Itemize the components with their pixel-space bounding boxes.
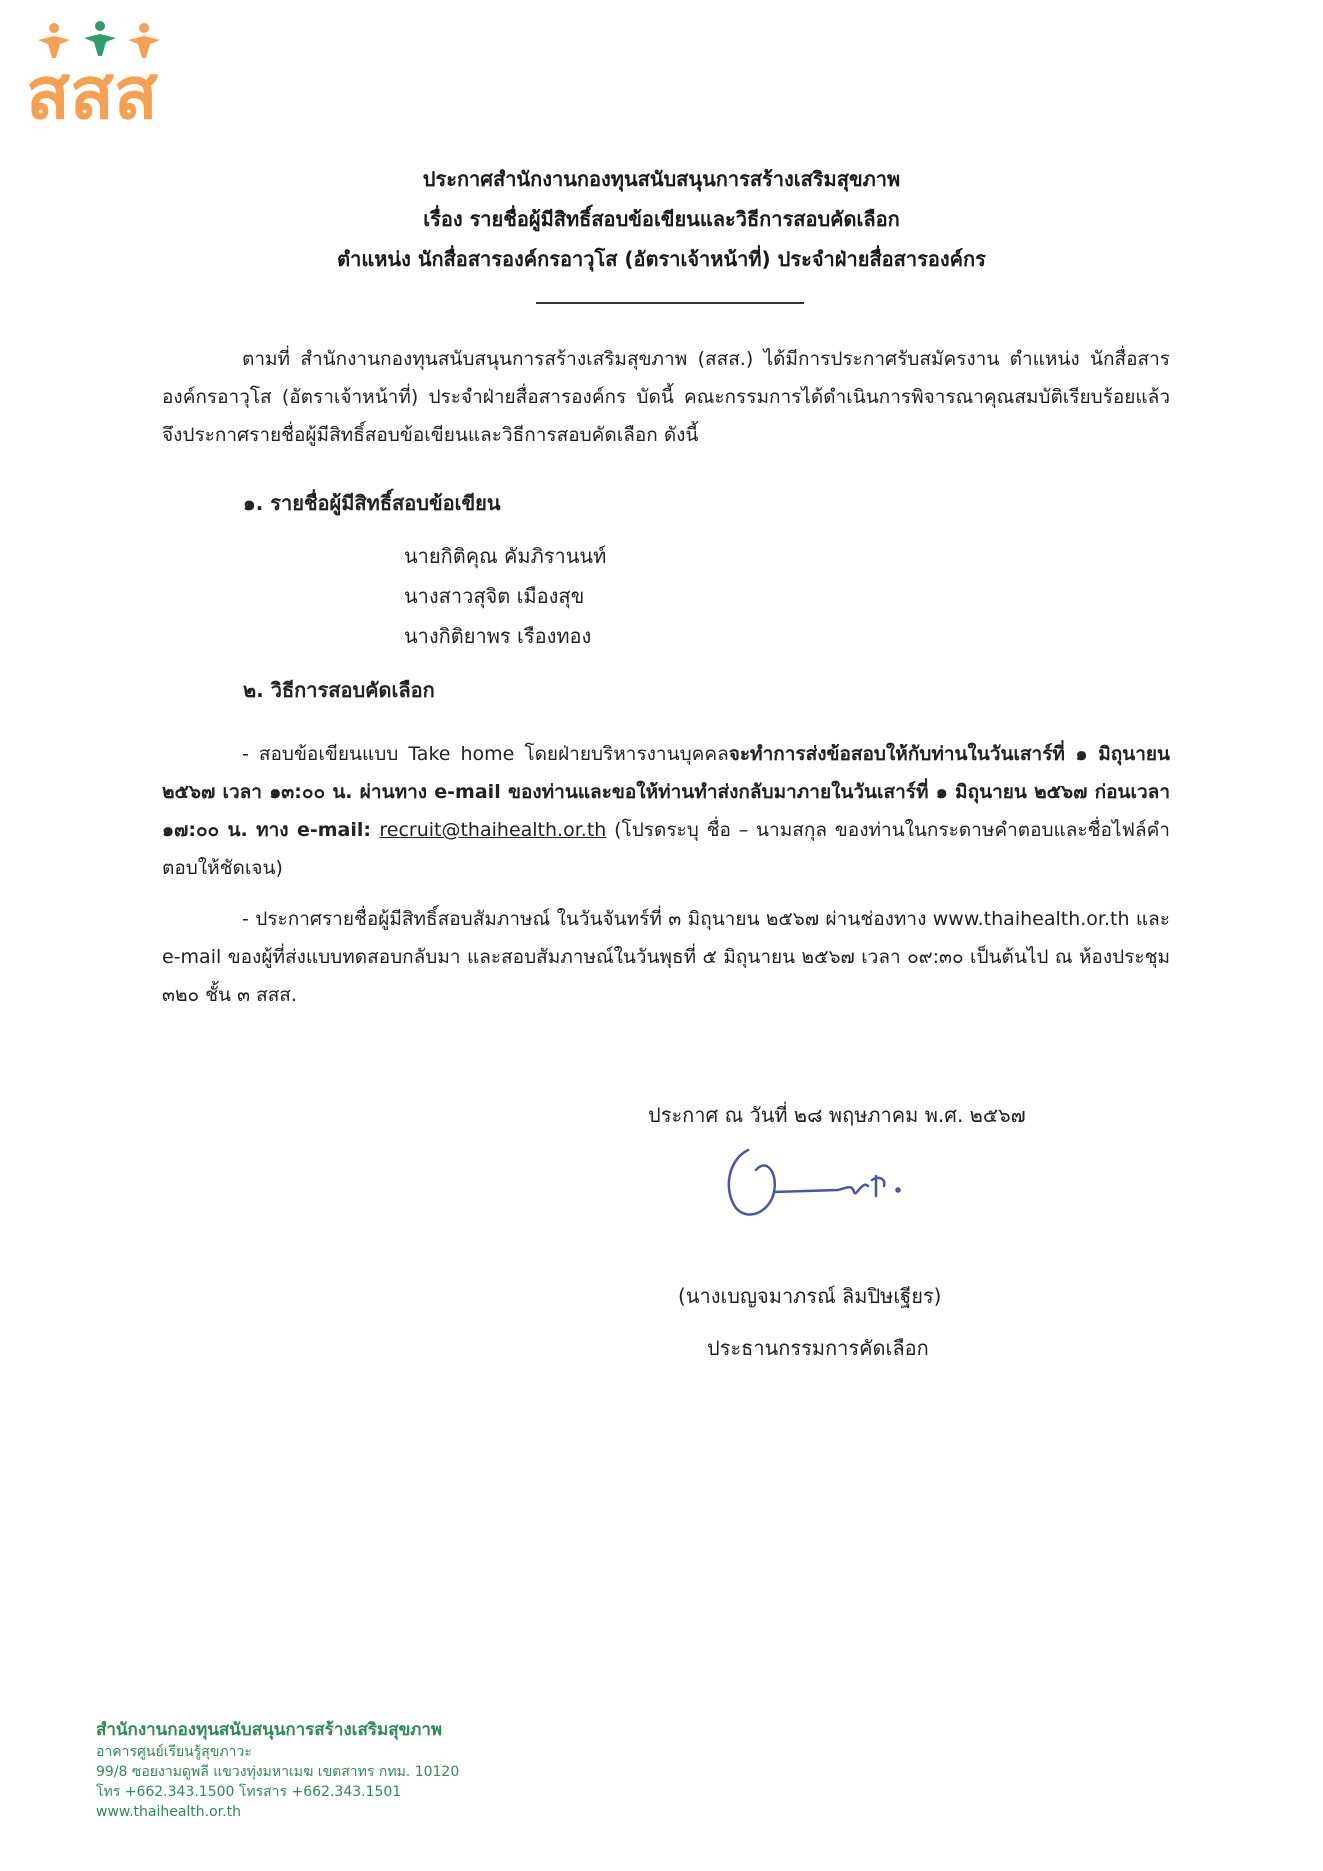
announcement-subject: เรื่อง รายชื่อผู้มีสิทธิ์สอบข้อเขียนและวิธีการสอบคัดเลือก — [423, 207, 900, 231]
logo-mark-icon — [26, 18, 206, 128]
interview-paragraph — [162, 900, 1170, 1014]
intro-paragraph — [162, 340, 1170, 454]
candidate-name: นายกิติคุณ คัมภิรานนท์ — [404, 544, 607, 568]
exam-method-paragraph — [162, 735, 1170, 887]
signatory-title: ประธานกรรมการคัดเลือก — [707, 1336, 929, 1360]
footer-phone: โทร +662.343.1500 โทรสาร +662.343.1501 — [96, 1784, 402, 1800]
title-divider — [536, 302, 804, 304]
exam-schedule-text: จะทำการส่งข้อสอบให้กับท่านในวันเสาร์ที่ ๑ มิถุนายน ๒๕๖๗ เวลา ๑๓:๐๐ น. ผ่านทาง e-mail ของท่านและขอให้ท่านทำส่งกลับมาภายในวันเสาร์ที่ ๑ มิถุนายน ๒๕๖๗ ก่อนเวลา ๑๗:๐๐ น. ทาง e-mail: — [162, 743, 1170, 841]
section2-heading: ๒. วิธีการสอบคัดเลือก — [243, 678, 435, 702]
footer-website: www.thaihealth.or.th — [96, 1804, 241, 1820]
candidate-name: นางสาวสุจิต เมืองสุข — [404, 584, 585, 608]
announcement-position: ตำแหน่ง นักสื่อสารองค์กรอาวุโส (อัตราเจ้าหน้าที่) ประจำฝ่ายสื่อสารองค์กร — [337, 247, 986, 271]
announcement-title: ประกาศสำนักงานกองทุนสนับสนุนการสร้างเสริมสุขภาพ — [422, 167, 901, 191]
recruit-email-link[interactable]: recruit@thaihealth.or.th — [379, 819, 607, 841]
announcement-date: ประกาศ ณ วันที่ ๒๘ พฤษภาคม พ.ศ. ๒๕๖๗ — [648, 1103, 1026, 1127]
section1-heading: ๑. รายชื่อผู้มีสิทธิ์สอบข้อเขียน — [243, 491, 501, 515]
exam-note-text: (โปรดระบุ ชื่อ – นามสกุล ของท่านในกระดาษคำตอบและชื่อไฟล์คำตอบให้ชัดเจน) — [162, 819, 1170, 879]
candidate-name: นางกิติยาพร เรืองทอง — [404, 624, 592, 648]
thaihealth-logo — [26, 18, 206, 128]
handwritten-signature-icon — [718, 1140, 918, 1230]
footer-org-name: สำนักงานกองทุนสนับสนุนการสร้างเสริมสุขภาพ — [96, 1720, 443, 1740]
footer-address: 99/8 ซอยงามดูพลี แขวงทุ่งมหาเมฆ เขตสาทร กทม. 10120 — [96, 1764, 460, 1780]
svg-text:สสส: สสส — [26, 51, 158, 128]
footer-building: อาคารศูนย์เรียนรู้สุขภาวะ — [96, 1744, 252, 1760]
signature-image — [718, 1140, 918, 1230]
footer — [96, 1718, 459, 1822]
interview-text: - ประกาศรายชื่อผู้มีสิทธิ์สอบสัมภาษณ์ ในวันจันทร์ที่ ๓ มิถุนายน ๒๕๖๗ ผ่านช่องทาง www.thaihealth.or.th และ e-mail ของผู้ที่ส่งแบบทดสอบกลับมา และสอบสัมภาษณ์ในวันพุธที่ ๕ มิถุนายน ๒๕๖๗ เวลา ๐๙:๓๐ เป็นต้นไป ณ ห้องประชุม ๓๒๐ ชั้น ๓ สสส. — [162, 908, 1170, 1006]
signatory-name: (นางเบญจมาภรณ์ ลิมปิษเฐียร) — [678, 1284, 942, 1308]
exam-text: - สอบข้อเขียนแบบ Take home โดยฝ่ายบริหารงานบุคคล — [242, 743, 729, 765]
intro-text: ตามที่ สำนักงานกองทุนสนับสนุนการสร้างเสริมสุขภาพ (สสส.) ได้มีการประกาศรับสมัครงาน ตำแหน่ง นักสื่อสารองค์กรอาวุโส (อัตราเจ้าหน้าที่) ประจำฝ่ายสื่อสารองค์กร บัดนี้ คณะกรรมการได้ดำเนินการพิจารณาคุณสมบัติเรียบร้อยแล้ว จึงประกาศรายชื่อผู้มีสิทธิ์สอบข้อเขียนและวิธีการสอบคัดเลือก ดังนี้ — [162, 348, 1170, 446]
